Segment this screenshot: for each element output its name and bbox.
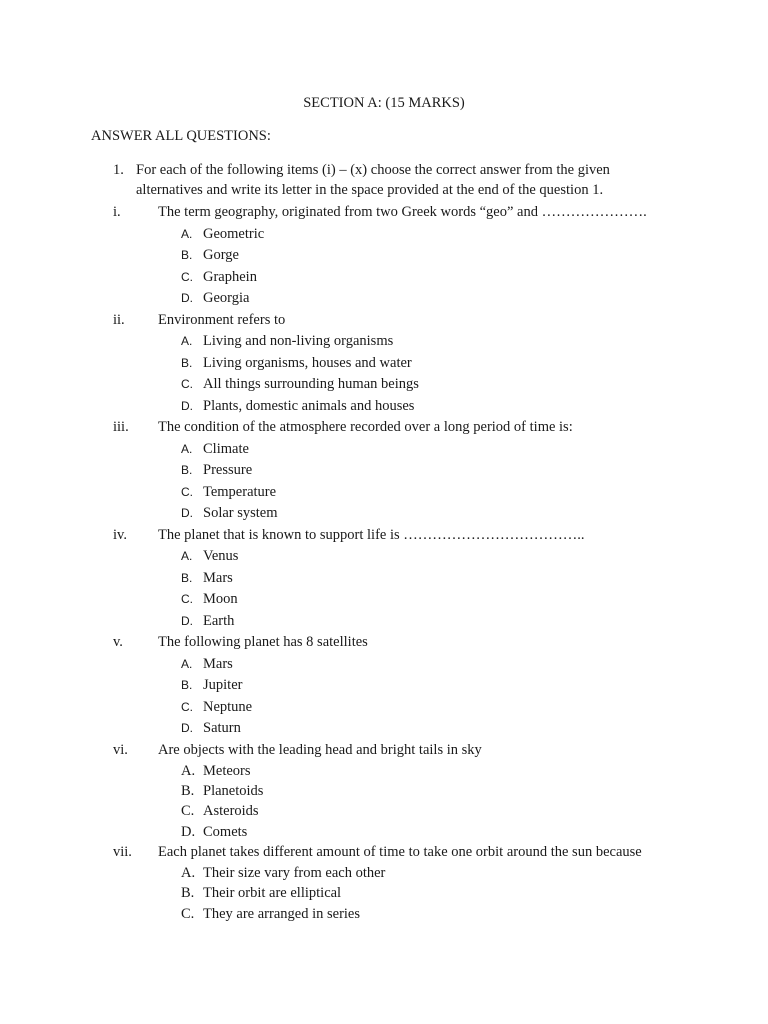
option-text: They are arranged in series xyxy=(203,905,361,922)
option-text: Neptune xyxy=(203,698,253,715)
instruction-text: ANSWER ALL QUESTIONS: xyxy=(91,128,271,144)
option-text: Climate xyxy=(203,440,249,457)
option-text: All things surrounding human beings xyxy=(203,376,419,392)
option-text: Mars xyxy=(203,655,233,672)
question-text: The condition of the atmosphere recorded over a long period of time is: xyxy=(158,419,573,435)
option-letter: C. xyxy=(181,699,193,714)
option-letter: B. xyxy=(181,355,193,370)
option-text: Planetoids xyxy=(203,783,264,800)
question-text: Each planet takes different amount of time to take one orbit around the sun because xyxy=(158,843,642,860)
option-letter: B. xyxy=(181,885,195,902)
option-text: Georgia xyxy=(203,290,250,306)
question-row xyxy=(0,202,768,224)
answer-option xyxy=(0,822,768,842)
question-text: Are objects with the leading head and bright tails in sky xyxy=(158,741,482,758)
option-text: Mars xyxy=(203,569,233,586)
answer-option xyxy=(0,288,768,310)
option-text: Their orbit are elliptical xyxy=(203,885,342,902)
option-text: Asteroids xyxy=(203,803,259,820)
question-numeral: iii. xyxy=(113,419,129,435)
option-text: Comets xyxy=(203,823,248,840)
question-row xyxy=(0,842,768,864)
option-text: Venus xyxy=(203,548,239,564)
option-text: Jupiter xyxy=(203,677,243,693)
option-text: Living organisms, houses and water xyxy=(203,354,412,371)
answer-option xyxy=(0,675,768,697)
question-text: The following planet has 8 satellites xyxy=(158,634,368,650)
option-text: Gorge xyxy=(203,247,239,263)
answer-option xyxy=(0,245,768,267)
option-letter: D. xyxy=(181,506,193,520)
question-numeral: vii. xyxy=(113,843,132,860)
option-letter: B. xyxy=(181,463,193,477)
answer-option xyxy=(0,374,768,396)
answer-option xyxy=(0,697,768,719)
option-text: Plants, domestic animals and houses xyxy=(203,397,415,414)
option-letter: A. xyxy=(181,441,193,456)
question-text: The term geography, originated from two Greek words “geo” and …………………. xyxy=(158,204,647,220)
answer-option xyxy=(0,353,768,375)
answer-option xyxy=(0,863,768,883)
question-row xyxy=(0,310,768,332)
question-item xyxy=(0,202,768,310)
option-letter: D. xyxy=(181,398,193,413)
option-text: Saturn xyxy=(203,720,241,736)
option-letter: D. xyxy=(181,721,193,735)
question-item xyxy=(0,417,768,525)
option-text: Temperature xyxy=(203,483,277,500)
option-letter: A. xyxy=(181,763,196,779)
question-row xyxy=(0,632,768,654)
question-text: The planet that is known to support life is ……………………………….. xyxy=(158,526,585,543)
answer-option xyxy=(0,224,768,246)
option-letter: C. xyxy=(181,592,193,606)
option-text: Moon xyxy=(203,591,238,607)
question-item xyxy=(0,740,768,842)
question-row xyxy=(0,740,768,762)
option-letter: A. xyxy=(181,656,193,671)
option-letter: C. xyxy=(181,484,193,499)
option-text: Pressure xyxy=(203,462,253,478)
question-numeral: ii. xyxy=(113,311,125,328)
option-text: Meteors xyxy=(203,763,251,779)
option-letter: D. xyxy=(181,613,193,628)
option-text: Living and non-living organisms xyxy=(203,333,394,349)
answer-option xyxy=(0,396,768,418)
question-list xyxy=(0,202,768,924)
answer-option xyxy=(0,331,768,353)
section-heading: SECTION A: (15 MARKS) xyxy=(303,95,465,111)
option-letter: D. xyxy=(181,823,196,840)
answer-option xyxy=(0,589,768,611)
answer-option xyxy=(0,568,768,590)
question-numeral: v. xyxy=(113,634,123,650)
option-letter: C. xyxy=(181,269,193,284)
answer-option xyxy=(0,503,768,525)
option-letter: B. xyxy=(181,248,193,262)
intro-number: 1. xyxy=(113,162,124,178)
answer-option xyxy=(0,267,768,289)
answer-option xyxy=(0,883,768,903)
question-row xyxy=(0,525,768,547)
option-text: Earth xyxy=(203,612,235,629)
option-letter: B. xyxy=(181,570,193,585)
question-item xyxy=(0,310,768,418)
option-letter: A. xyxy=(181,865,196,882)
question-numeral: vi. xyxy=(113,741,128,758)
answer-option xyxy=(0,781,768,801)
answer-option xyxy=(0,460,768,482)
option-letter: A. xyxy=(181,334,193,348)
answer-option xyxy=(0,761,768,781)
option-text: Solar system xyxy=(203,505,278,521)
option-letter: A. xyxy=(181,549,193,563)
answer-option xyxy=(0,546,768,568)
answer-option xyxy=(0,439,768,461)
question-item xyxy=(0,525,768,633)
option-letter: D. xyxy=(181,291,193,305)
question-numeral: i. xyxy=(113,204,121,220)
option-letter: A. xyxy=(181,226,193,241)
option-letter: C. xyxy=(181,803,195,820)
option-text: Graphein xyxy=(203,268,257,285)
answer-option xyxy=(0,904,768,924)
option-text: Their size vary from each other xyxy=(203,865,386,882)
question-numeral: iv. xyxy=(113,526,127,543)
answer-option xyxy=(0,611,768,633)
option-letter: B. xyxy=(181,783,195,800)
option-letter: C. xyxy=(181,377,193,391)
question-item xyxy=(0,842,768,924)
answer-option xyxy=(0,801,768,821)
question-text: Environment refers to xyxy=(158,311,286,328)
question-item xyxy=(0,632,768,740)
option-letter: B. xyxy=(181,678,193,692)
intro-text: For each of the following items (i) – (x) choose the correct answer from the given alternatives and write its letter in the space provided at the end of the question 1. xyxy=(136,162,610,198)
question-row xyxy=(0,417,768,439)
answer-option xyxy=(0,718,768,740)
answer-option xyxy=(0,654,768,676)
option-letter: C. xyxy=(181,905,195,922)
answer-option xyxy=(0,482,768,504)
option-text: Geometric xyxy=(203,225,265,242)
